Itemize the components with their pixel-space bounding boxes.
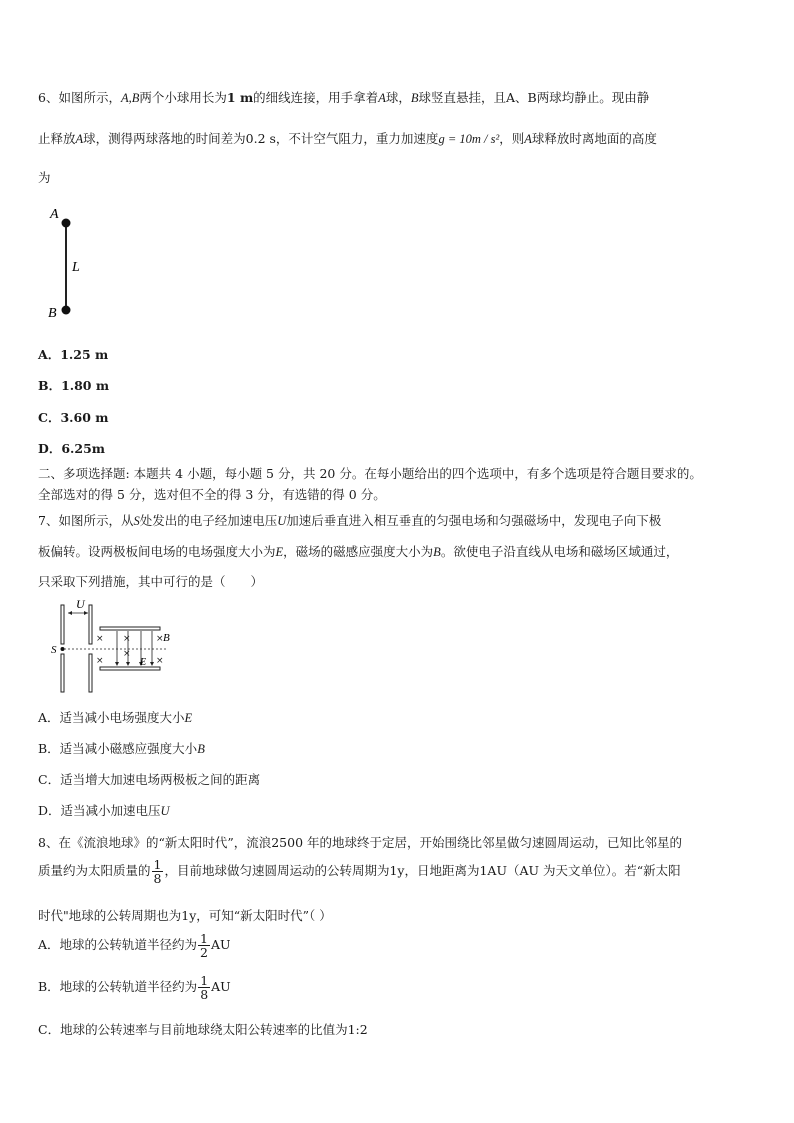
q6-text: 两个小球用长为 (139, 90, 227, 105)
q6-var-ab: A,B (120, 91, 140, 105)
accel-plate-left-bottom (61, 654, 64, 692)
label-l: L (72, 260, 80, 275)
q7-line-3: 只采取下列措施，其中可行的是（ ） (38, 574, 264, 589)
q6-var-a: A (75, 132, 84, 146)
q7-line-2: 板偏转。设两极板间电场的电场强度大小为E，磁场的磁感应强度大小为B。欲使电子沿直线从电场和磁场区域通过， (38, 544, 679, 559)
svg-text:×: × (96, 656, 104, 666)
q8-option-c[interactable]: C．地球的公转速率与目前地球绕太阳公转速率的比值为1:2 (38, 1022, 368, 1037)
q6-text: 6、如图所示， (38, 90, 121, 105)
q7-figure (48, 597, 178, 697)
q7-var-e: E (275, 545, 284, 559)
label-s: S (51, 644, 57, 656)
label-e: E (140, 657, 147, 668)
svg-text:×: × (123, 634, 131, 644)
q6-option-d[interactable]: D．6.25m (38, 441, 106, 456)
q8-option-b[interactable]: B．地球的公转轨道半径约为 $\frac{1}{8}$ AU (38, 973, 231, 1003)
q6-text: 球竖直悬挂，且A、B两球均静止。现由静 (418, 90, 650, 105)
svg-text:×: × (156, 656, 164, 666)
q8-line-1: 8、在《流浪地球》的“新太阳时代”，流浪2500 年的地球终于定居，开始围绕比邻星做匀速圆周运动，已知比邻星的 (38, 835, 683, 850)
q6-var-b: B (410, 91, 419, 105)
q6-text: ，则 (499, 131, 525, 146)
q7-option-c[interactable]: C．适当增大加速电场两极板之间的距离 (38, 772, 261, 787)
q6-figure (40, 200, 110, 325)
q8-line-3: 时代"地球的公转周期也为1y，可知“新太阳时代”（ ） (38, 908, 332, 923)
section2-line-2: 全部选对的得 5 分，选对但不全的得 3 分，有选错的得 0 分。 (38, 487, 386, 502)
q7-var-u: U (277, 514, 287, 528)
svg-text:×: × (156, 634, 164, 644)
q6-gravity: g = 10m / s² (438, 132, 500, 146)
q6-option-c[interactable]: C．3.60 m (38, 410, 109, 425)
u-arrow-head-left (68, 611, 72, 615)
q6-line-1 (38, 88, 649, 106)
field-plate-top (100, 627, 160, 630)
q7-var-s: S (133, 514, 140, 528)
svg-text:×: × (96, 634, 104, 644)
label-u: U (76, 597, 85, 611)
q6-option-a[interactable]: A．1.25 m (38, 347, 109, 362)
q8-line-2: 质量约为太阳质量的 $\frac{1}{8}$ ，目前地球做匀速圆周运动的公转周期为1y，日地距离为1AU（AU 为天文单位）。若“新太阳 (38, 857, 681, 887)
fraction-one-eighth: $\frac{1}{8}$ (153, 857, 162, 887)
accel-plate-left-top (61, 605, 64, 644)
svg-text:×: × (123, 649, 131, 659)
fraction-one-eighth: $\frac{1}{8}$ (200, 973, 209, 1003)
q7-option-b[interactable]: B．适当减小磁感应强度大小B (38, 741, 205, 756)
q6-length: 1 m (226, 90, 254, 105)
section2-line-1: 二、多项选择题: 本题共 4 小题，每小题 5 分，共 20 分。在每小题给出的四个选项中，有多个选项是符合题目要求的。 (38, 466, 702, 481)
q7-var-b: B (433, 545, 441, 559)
label-a: A (50, 207, 59, 222)
e-field-arrow-heads (115, 662, 154, 666)
fraction-one-half: $\frac{1}{2}$ (200, 931, 208, 961)
accel-plate-right-bottom (89, 654, 92, 692)
ball-b (62, 306, 71, 315)
q8-option-a[interactable]: A．地球的公转轨道半径约为 $\frac{1}{2}$ AU (38, 931, 231, 961)
q6-text: 球， (385, 90, 411, 105)
q7-option-d[interactable]: D．适当减小加速电压U (38, 803, 170, 818)
q6-option-b[interactable]: B．1.80 m (38, 378, 110, 393)
q6-var-a: A (378, 91, 386, 105)
q6-text: 止释放 (38, 131, 76, 146)
ball-a (62, 219, 71, 228)
q6-text: 的细线连接，用手拿着 (253, 90, 379, 105)
label-b: B (163, 632, 170, 644)
q7-line-1: 7、如图所示，从S处发出的电子经加速电压U加速后垂直进入相互垂直的匀强电场和匀强磁场中，发现电子向下极 (38, 513, 662, 528)
u-arrow-head-right (84, 611, 88, 615)
b-field-crosses (96, 634, 164, 666)
q6-line-2 (38, 129, 657, 147)
q6-line-3 (38, 168, 51, 186)
field-plate-bottom (100, 667, 160, 670)
q6-var-a: A (524, 132, 532, 146)
accel-plate-right-top (89, 605, 92, 644)
q6-text: 球释放时离地面的高度 (531, 131, 657, 146)
q7-option-a[interactable]: A．适当减小电场强度大小E (38, 710, 193, 725)
q6-text: 为 (38, 170, 51, 185)
label-b: B (48, 306, 57, 321)
source-s (61, 647, 65, 651)
q6-text: 球，测得两球落地的时间差为0.2 s，不计空气阻力，重力加速度 (83, 131, 439, 146)
